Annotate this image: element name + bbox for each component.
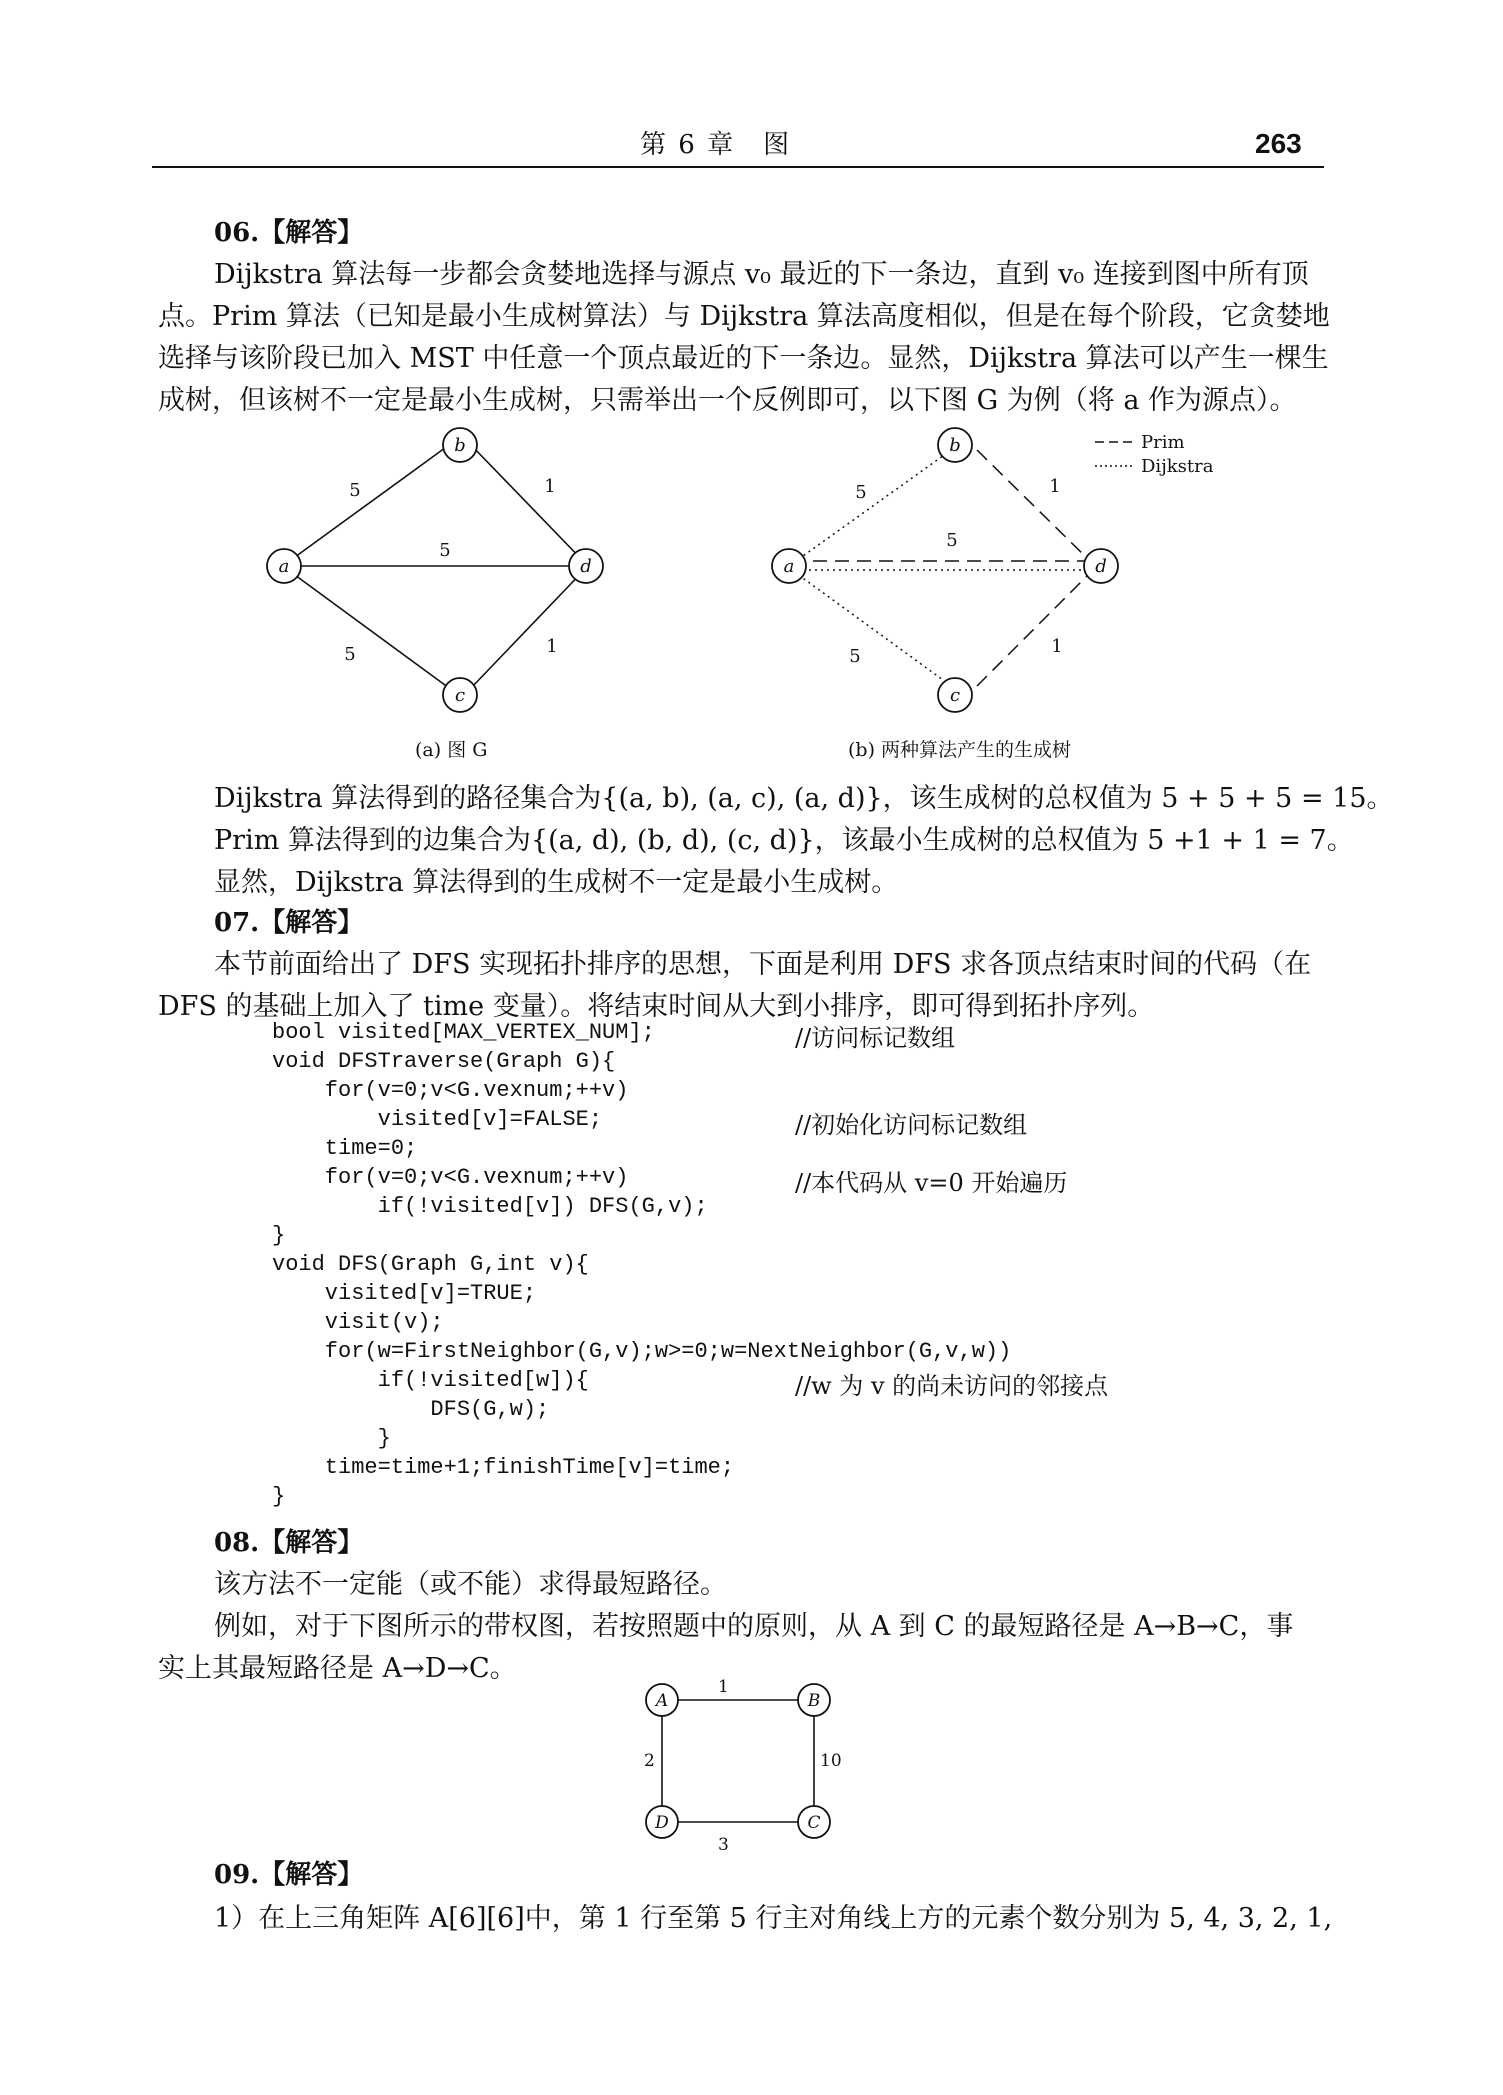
- node-label: B: [807, 1691, 821, 1711]
- edge-ac-dijkstra: [789, 568, 954, 688]
- legend-dijkstra-label: Dijkstra: [1141, 456, 1214, 477]
- edge-weight: 5: [855, 482, 867, 503]
- code-line: }: [272, 1223, 286, 1248]
- node-label: d: [1095, 556, 1107, 577]
- code-comment: //访问标记数组: [795, 1024, 956, 1052]
- code-line: time=time+1;finishTime[v]=time;: [272, 1455, 735, 1480]
- edge-weight: 5: [946, 530, 958, 551]
- code-line: for(v=0;v<G.vexnum;++v): [272, 1165, 629, 1190]
- code-line: if(!visited[w]){: [272, 1368, 589, 1393]
- edge-weight: 1: [1051, 636, 1063, 657]
- code-comment: //初始化访问标记数组: [795, 1111, 1028, 1139]
- node-label: b: [949, 435, 961, 456]
- code-line: for(v=0;v<G.vexnum;++v): [272, 1078, 629, 1103]
- q09-heading: 09.【解答】: [214, 1860, 364, 1890]
- edge-weight: 1: [718, 1677, 729, 1697]
- code-line: }: [272, 1484, 286, 1509]
- edge-weight: 1: [546, 636, 558, 657]
- page-number: 263: [1255, 128, 1302, 159]
- q08-line: 该方法不一定能（或不能）求得最短路径。: [214, 1569, 727, 1600]
- edge-weight: 5: [349, 480, 361, 501]
- node-label: c: [454, 685, 466, 706]
- q06-result-line: Prim 算法得到的边集合为{(a, d), (b, d), (c, d)}，该最小生成树的总权值为 5 +1 + 1 = 7。: [214, 825, 1354, 856]
- edge-bd-prim: [977, 450, 1091, 562]
- q06-result-line: Dijkstra 算法得到的路径集合为{(a, b), (a, c), (a, d)}，该生成树的总权值为 5 + 5 + 5 = 15。: [214, 783, 1394, 814]
- q08-para-line: 例如，对于下图所示的带权图，若按照题中的原则，从 A 到 C 的最短路径是 A→B→C，事: [214, 1611, 1294, 1642]
- code-line: DFS(G,w);: [272, 1397, 550, 1422]
- q06-heading: 06.【解答】: [214, 218, 364, 248]
- node-label: b: [454, 435, 466, 456]
- q09-line: 1）在上三角矩阵 A[6][6]中，第 1 行至第 5 行主对角线上方的元素个数分别为 5, 4, 3, 2, 1,: [214, 1903, 1333, 1934]
- code-line: bool visited[MAX_VERTEX_NUM];: [272, 1020, 655, 1045]
- header-rule: [152, 166, 1324, 168]
- edge-weight: 3: [718, 1835, 729, 1855]
- edge-weight: 5: [344, 644, 356, 665]
- q08-heading: 08.【解答】: [214, 1528, 364, 1558]
- code-line: if(!visited[v]) DFS(G,v);: [272, 1194, 708, 1219]
- code-line: void DFS(Graph G,int v){: [272, 1252, 589, 1277]
- q06-para-line: Dijkstra 算法每一步都会贪婪地选择与源点 v₀ 最近的下一条边，直到 v₀ 连接到图中所有顶: [214, 259, 1309, 290]
- code-line: visited[v]=TRUE;: [272, 1281, 537, 1306]
- legend-prim-label: Prim: [1141, 432, 1185, 453]
- q07-para-line: DFS 的基础上加入了 time 变量）。将结束时间从大到小排序，即可得到拓扑序列。: [158, 991, 1155, 1022]
- figure-weighted-graph: [630, 1670, 860, 1860]
- node-label: c: [949, 685, 961, 706]
- edge-bd: [471, 445, 587, 565]
- code-line: void DFSTraverse(Graph G){: [272, 1049, 616, 1074]
- q06-result-line: 显然，Dijkstra 算法得到的生成树不一定是最小生成树。: [214, 867, 899, 898]
- edge-cd-prim: [977, 572, 1091, 686]
- code-line: time=0;: [272, 1136, 418, 1161]
- code-line: visited[v]=FALSE;: [272, 1107, 603, 1132]
- edge-cd: [471, 567, 587, 688]
- code-comment: //本代码从 v=0 开始遍历: [795, 1169, 1068, 1197]
- edge-ab-dijkstra: [789, 448, 954, 566]
- node-label: D: [655, 1813, 669, 1833]
- chapter-header: 第 6 章 图: [640, 130, 792, 160]
- q06-para-line: 点。Prim 算法（已知是最小生成树算法）与 Dijkstra 算法高度相似，但是在每个阶段，它贪婪地: [158, 301, 1330, 332]
- code-line: for(w=FirstNeighbor(G,v);w>=0;w=NextNeighbor(G,v,w)): [272, 1339, 1012, 1364]
- node-label: a: [783, 556, 795, 577]
- figure-graph-g: [250, 420, 650, 740]
- q08-para-line: 实上其最短路径是 A→D→C。: [158, 1653, 517, 1684]
- edge-weight: 10: [820, 1751, 842, 1771]
- q06-para-line: 选择与该阶段已加入 MST 中任意一个顶点最近的下一条边。显然，Dijkstra 算法可以产生一棵生: [158, 343, 1329, 374]
- edge-weight: 1: [544, 476, 556, 497]
- edge-weight: 1: [1049, 476, 1061, 497]
- figure-caption: (b) 两种算法产生的生成树: [848, 739, 1072, 761]
- code-line: }: [272, 1426, 391, 1451]
- node-label: A: [655, 1691, 669, 1711]
- code-line: visit(v);: [272, 1310, 444, 1335]
- edge-weight: 5: [849, 646, 861, 667]
- q07-heading: 07.【解答】: [214, 908, 364, 938]
- node-label: C: [807, 1813, 821, 1833]
- node-label: d: [580, 556, 592, 577]
- edge-weight: 2: [644, 1751, 655, 1771]
- q06-para-line: 成树，但该树不一定是最小生成树，只需举出一个反例即可，以下图 G 为例（将 a 作为源点）。: [158, 385, 1297, 416]
- code-comment: //w 为 v 的尚未访问的邻接点: [795, 1372, 1109, 1400]
- q07-para-line: 本节前面给出了 DFS 实现拓扑排序的思想，下面是利用 DFS 求各顶点结束时间的代码（在: [214, 949, 1312, 980]
- figure-spanning-trees: [755, 420, 1235, 740]
- figure-caption: (a) 图 G: [415, 739, 488, 761]
- edge-ac: [284, 567, 449, 688]
- edge-weight: 5: [439, 540, 451, 561]
- node-label: a: [278, 556, 290, 577]
- edge-ab: [284, 445, 449, 565]
- legend: [1095, 432, 1214, 477]
